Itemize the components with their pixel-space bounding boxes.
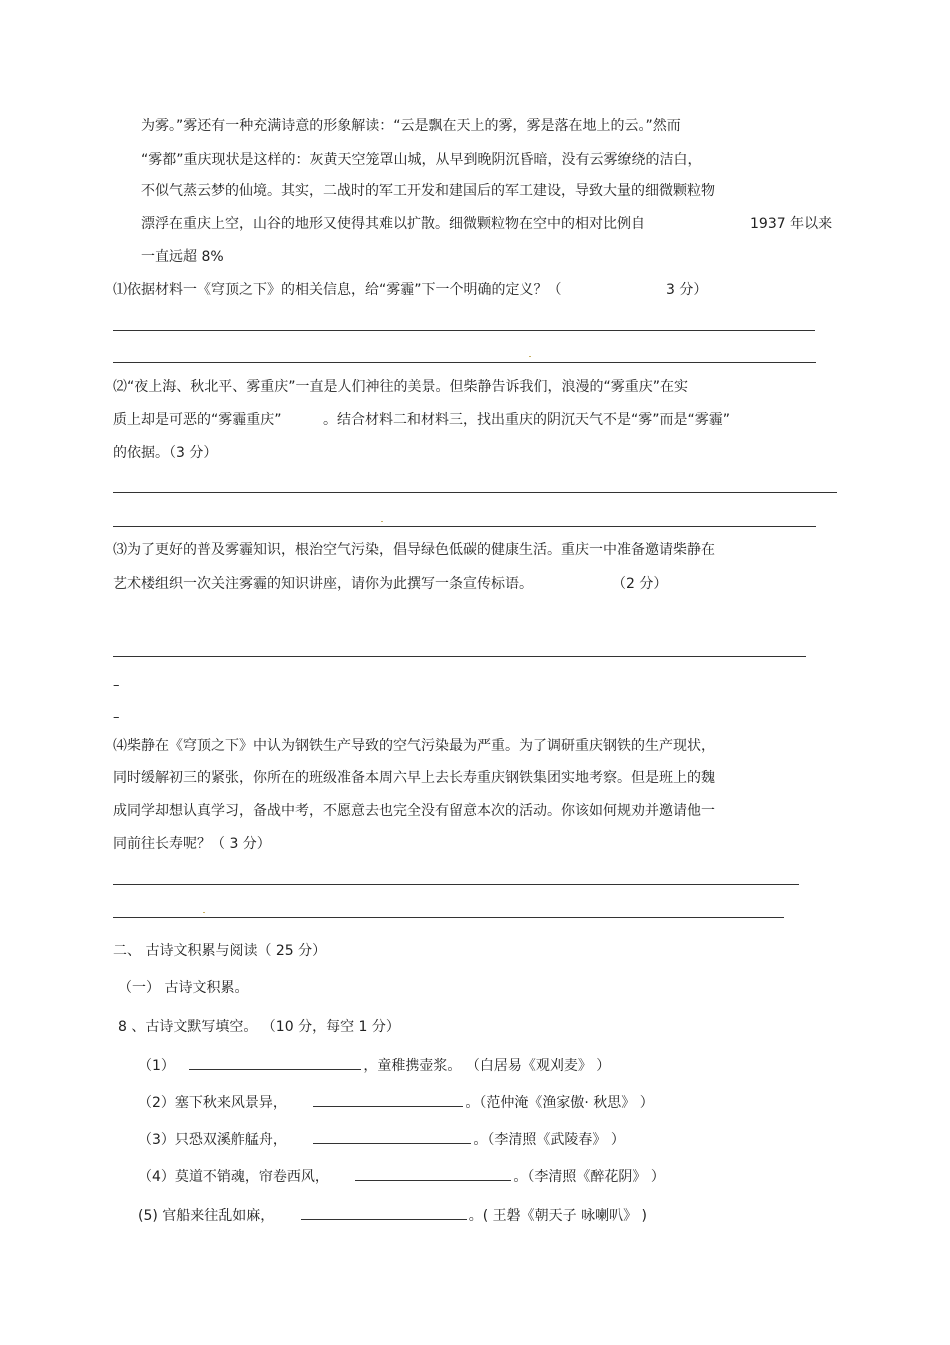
fill-item-prefix: 官船来往乱如麻，: [162, 1208, 275, 1224]
section-2-heading: 二、 古诗文积累与阅读（ 25 分）: [113, 943, 327, 959]
question-2-line-2b: 。结合材料二和材料三，找出重庆的阴沉天气不是“雾”而是“雾霾”: [323, 412, 731, 428]
answer-line-3[interactable]: [113, 656, 806, 657]
dash-mark-1: –: [113, 678, 120, 693]
passage-line-1: 为雾。”雾还有一种充满诗意的形象解读：“云是飘在天上的雾，雾是落在地上的云。”然而: [141, 118, 681, 134]
fill-item-suffix: 。（范仲淹《渔家傲· 秋思》 ）: [465, 1095, 654, 1111]
answer-line-1a[interactable]: [113, 330, 815, 331]
passage-line-4-year: 1937 年以来: [750, 216, 833, 232]
question-4-line-3: 成同学却想认真学习，备战中考，不愿意去也完全没有留意本次的活动。你该如何规劝并邀请他一: [113, 803, 715, 819]
question-2-line-2a: 质上却是可恶的“雾霾重庆”: [113, 412, 282, 428]
fill-item-4: [138, 1166, 665, 1186]
passage-line-4: 漂浮在重庆上空，山谷的地形又使得其难以扩散。细微颗粒物在空中的相对比例自: [141, 216, 645, 232]
question-3-line-1: ⑶为了更好的普及雾霾知识，根治空气污染，倡导绿色低碳的健康生活。重庆一中准备邀请柴静在: [113, 542, 715, 558]
question-3-score: （2 分）: [612, 576, 668, 592]
question-1-score: 3 分）: [666, 282, 708, 298]
answer-line-1b[interactable]: [113, 362, 816, 363]
fill-item-number: （4）: [138, 1169, 175, 1185]
subsection-1-heading: （一） 古诗文积累。: [118, 980, 249, 996]
answer-line-2a[interactable]: [113, 492, 837, 493]
fill-item-2: [138, 1092, 654, 1112]
scan-speck: [203, 912, 205, 913]
answer-line-4b[interactable]: [113, 917, 784, 918]
fill-item-prefix: 只恐双溪舴艋舟，: [174, 1132, 287, 1148]
question-2-line-1: ⑵“夜上海、秋北平、雾重庆”一直是人们神往的美景。但柴静告诉我们，浪漫的“雾重庆”在实: [113, 379, 689, 395]
question-3-line-2: 艺术楼组织一次关注雾霾的知识讲座，请你为此撰写一条宣传标语。: [113, 576, 533, 592]
fill-item-3: [138, 1129, 625, 1149]
fill-item-prefix: 莫道不销魂，帘卷西风，: [174, 1169, 329, 1185]
fill-item-number: （2）: [138, 1095, 175, 1111]
question-4-line-1: ⑷柴静在《穹顶之下》中认为钢铁生产导致的空气污染最为严重。为了调研重庆钢铁的生产现状，: [113, 738, 715, 754]
passage-line-3: 不似气蒸云梦的仙境。其实，二战时的军工开发和建国后的军工建设，导致大量的细微颗粒物: [141, 183, 715, 199]
fill-item-number: (5): [138, 1208, 158, 1224]
fill-blank-1[interactable]: [189, 1055, 361, 1070]
question-4-line-2: 同时缓解初三的紧张，你所在的班级准备本周六早上去长寿重庆钢铁集团实地考察。但是班上的魏: [113, 770, 715, 786]
question-2-line-3: 的依据。（3 分）: [113, 445, 218, 461]
answer-line-2b[interactable]: [113, 526, 816, 527]
question-1-prompt: ⑴依据材料一《穹顶之下》的相关信息，给“雾霾”下一个明确的定义？（: [113, 282, 562, 298]
fill-item-suffix: 。（李清照《武陵春》 ）: [473, 1132, 625, 1148]
fill-blank-5[interactable]: [301, 1205, 467, 1220]
question-4-line-4: 同前往长寿呢？（ 3 分）: [113, 836, 271, 852]
fill-item-number: （3）: [138, 1132, 175, 1148]
fill-item-1: [138, 1055, 610, 1075]
passage-line-5: 一直远超 8%: [141, 249, 224, 265]
answer-line-4a[interactable]: [113, 884, 799, 885]
scan-speck: [381, 521, 383, 522]
fill-item-suffix: 。( 王磐《朝天子 咏喇叭》 ): [468, 1208, 648, 1224]
scan-speck: [529, 356, 531, 357]
fill-blank-3[interactable]: [313, 1129, 471, 1144]
fill-blank-2[interactable]: [313, 1092, 463, 1107]
passage-line-2: “雾都”重庆现状是这样的：灰黄天空笼罩山城，从早到晚阴沉昏暗，没有云雾缭绕的洁白，: [141, 152, 702, 168]
fill-item-suffix: ，童稚携壶浆。 （白居易《观刈麦》 ）: [363, 1058, 611, 1074]
fill-item-5: [138, 1205, 647, 1225]
fill-item-prefix: 塞下秋来风景异，: [174, 1095, 287, 1111]
fill-blank-4[interactable]: [355, 1166, 511, 1181]
fill-item-suffix: 。（李清照《醉花阴》 ）: [513, 1169, 665, 1185]
fill-item-number: （1）: [138, 1058, 175, 1074]
question-8-prompt: 8 、古诗文默写填空。 （10 分，每空 1 分）: [118, 1019, 400, 1035]
dash-mark-2: –: [113, 710, 120, 725]
